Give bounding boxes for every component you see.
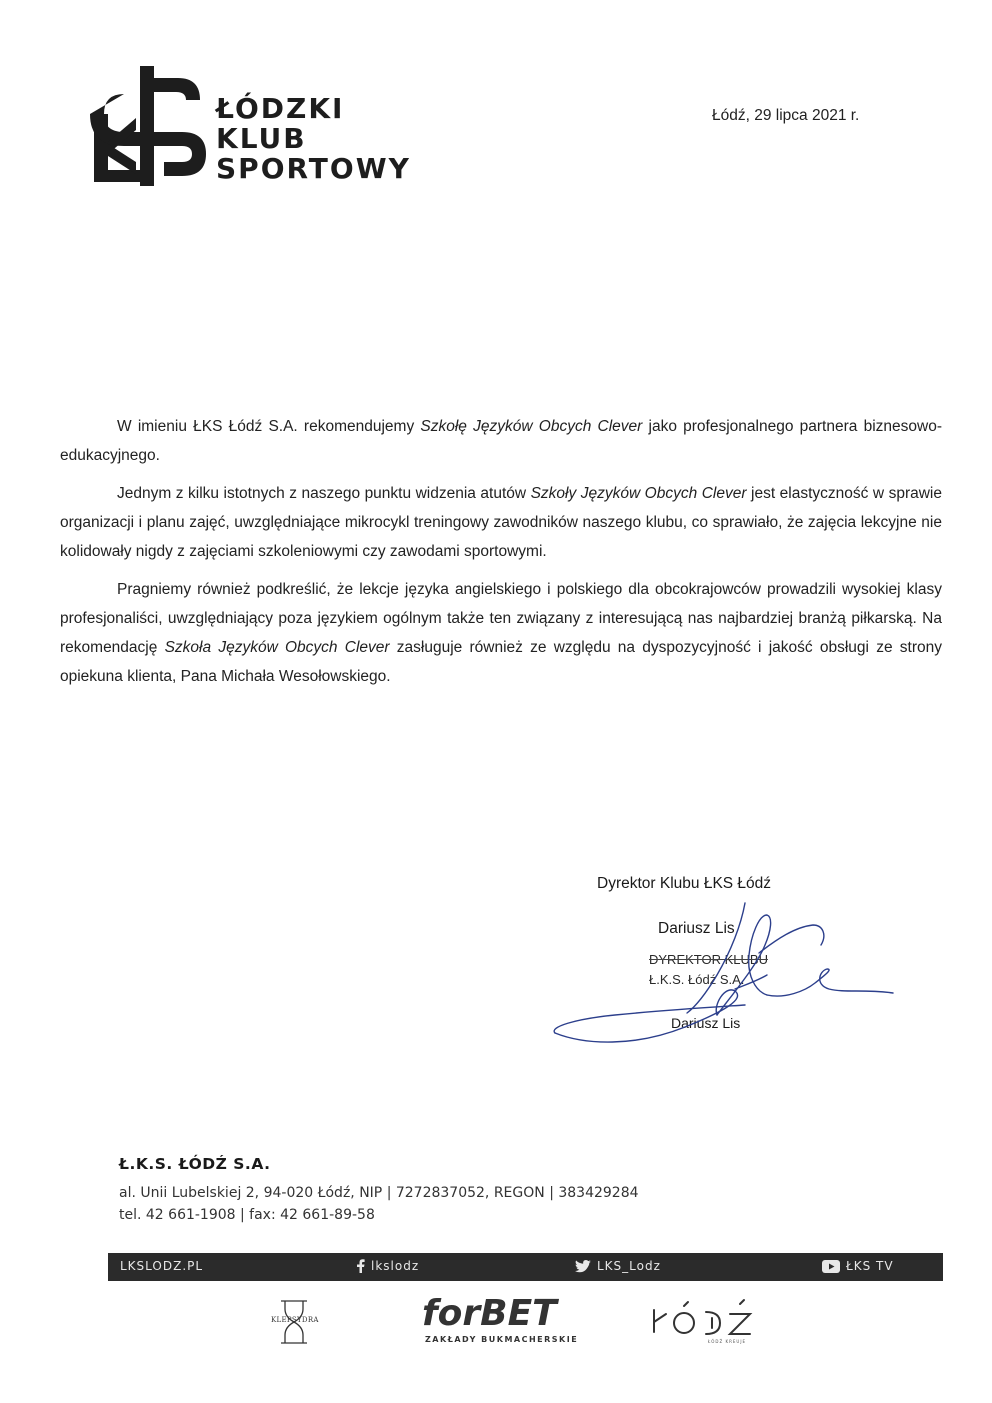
footer-facebook-link[interactable] xyxy=(356,1259,419,1273)
youtube-icon xyxy=(822,1260,840,1273)
paragraph-3 xyxy=(60,575,942,691)
handwritten-signature-icon xyxy=(545,895,905,1065)
lodz-logo-subtitle: ŁÓDŹ KREUJE xyxy=(708,1339,747,1344)
footer-website-link[interactable] xyxy=(120,1259,203,1273)
company-name: Ł.K.S. ŁÓDŹ S.A. xyxy=(119,1155,271,1173)
p2-text-a: Jednym z kilku istotnych z naszego punktu widzenia atutów xyxy=(117,485,531,502)
footer-youtube-label: ŁKS TV xyxy=(846,1259,894,1273)
footer-facebook-label: lkslodz xyxy=(371,1259,420,1273)
p3-school-name: Szkoła Języków Obcych Clever xyxy=(164,639,390,656)
company-contact: tel. 42 661-1908 | fax: 42 661-89-58 xyxy=(119,1207,375,1223)
letter-date: Łódź, 29 lipca 2021 r. xyxy=(712,107,860,124)
p1-school-name: Szkołę Języków Obcych Clever xyxy=(420,418,643,435)
twitter-icon xyxy=(575,1260,591,1273)
footer-website-label: LKSLODZ.PL xyxy=(120,1259,204,1273)
lks-emblem-icon xyxy=(88,66,208,190)
company-info xyxy=(119,1155,639,1226)
club-logo xyxy=(88,66,418,196)
club-name-line-3: SPORTOWY xyxy=(216,152,411,185)
company-address-block xyxy=(119,1182,639,1226)
signatory-name: Dariusz Lis xyxy=(658,920,735,937)
p2-text-b: jest elastyczność w sprawie organizacji i planu zajęć, uwzględniające mikrocykl treningowy zawodników naszego klubu, co sprawiało, że zajęcia lekcyjne nie kolidowały nigdy z zajęciami szkoleniowymi czy zawodami sportowymi. xyxy=(60,485,942,560)
facebook-icon xyxy=(356,1259,365,1273)
forbet-subtitle: ZAKŁADY BUKMACHERSKIE xyxy=(425,1335,579,1344)
paragraph-2 xyxy=(60,479,942,566)
footer-twitter-link[interactable] xyxy=(575,1259,661,1273)
forbet-logo: forBET xyxy=(422,1293,557,1334)
club-name-line-1: ŁÓDZKI xyxy=(216,92,345,125)
p3-text-b: zasługuje również ze względu na dyspozycyjność i jakość obsługi ze strony opiekuna klienta, Pana Michała Wesołowskiego. xyxy=(60,639,943,685)
klepsydra-logo: KLEPSYDRA xyxy=(271,1316,319,1324)
club-name xyxy=(216,94,411,184)
footer-youtube-link[interactable] xyxy=(822,1259,894,1273)
p1-text-b: jako profesjonalnego partnera biznesowo-edukacyjnego. xyxy=(60,418,942,464)
stamp-line-1: DYREKTOR KLUBU xyxy=(649,952,768,967)
footer-bar xyxy=(108,1253,943,1281)
footer-twitter-label: LKS_Lodz xyxy=(597,1259,661,1273)
p1-text-a: W imieniu ŁKS Łódź S.A. rekomendujemy xyxy=(117,418,421,435)
stamp-name: Dariusz Lis xyxy=(671,1015,741,1031)
lodz-city-logo-icon xyxy=(650,1298,770,1340)
company-address: al. Unii Lubelskiej 2, 94-020 Łódź, NIP | 7272837052, REGON | 383429284 xyxy=(119,1185,639,1201)
club-name-line-2: KLUB xyxy=(216,122,307,155)
p2-school-name: Szkoły Języków Obcych Clever xyxy=(530,485,747,502)
letter-body xyxy=(60,412,942,700)
stamp-line-2: Ł.K.S. Łódź S.A. xyxy=(649,972,745,987)
paragraph-1 xyxy=(60,412,942,470)
p3-text-a: Pragniemy również podkreślić, że lekcje języka angielskiego i polskiego dla obcokrajowców prowadzili wysokiej klasy profesjonaliści, uwzględniający poza językiem ogólnym także ten związany z interesującą nas najbardziej branżą piłkarską. Na rekomendację xyxy=(60,581,942,656)
signatory-title: Dyrektor Klubu ŁKS Łódź xyxy=(597,875,772,892)
